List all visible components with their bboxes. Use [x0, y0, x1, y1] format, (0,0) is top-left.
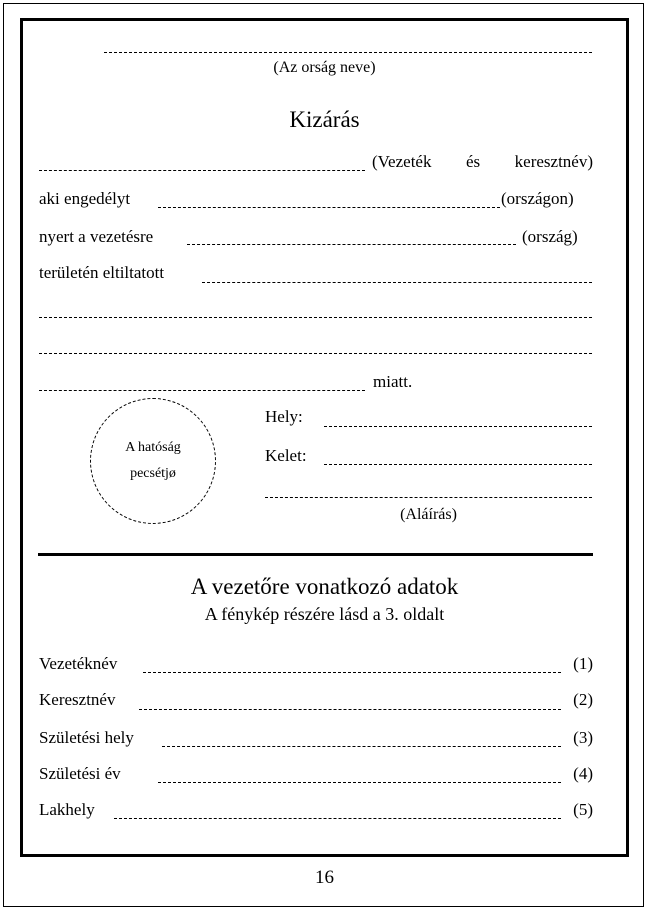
driving-suffix: (ország) — [522, 227, 578, 246]
field-number-2: (2) — [573, 690, 593, 709]
reason-line[interactable] — [39, 390, 365, 391]
place-line[interactable] — [324, 426, 592, 427]
driving-label: nyert a vezetésre — [39, 227, 154, 246]
ban-line-3[interactable] — [39, 353, 592, 354]
field-line-residence[interactable] — [114, 818, 561, 819]
name-caption: (Vezeték és keresztnév) — [372, 152, 593, 171]
stamp-line-2: pecsétjø — [130, 466, 176, 481]
field-line-birthplace[interactable] — [162, 746, 561, 747]
field-number-1: (1) — [573, 654, 593, 673]
field-line-firstname[interactable] — [139, 709, 561, 710]
driver-section-subtitle: A fénykép részére lásd a 3. oldalt — [204, 604, 445, 624]
date-line[interactable] — [324, 464, 592, 465]
field-number-5: (5) — [573, 800, 593, 819]
field-label-firstname: Keresztnév — [39, 690, 116, 709]
ban-label: területén eltiltatott — [39, 263, 165, 282]
page-number: 16 — [315, 867, 334, 888]
field-line-surname[interactable] — [143, 672, 561, 673]
field-label-birthyear: Születési év — [39, 764, 121, 783]
section-divider — [38, 553, 593, 556]
ban-line-2[interactable] — [39, 317, 592, 318]
stamp-line-1: A hatóság — [125, 440, 181, 455]
field-label-birthplace: Születési hely — [39, 728, 134, 747]
driving-country-line[interactable] — [187, 244, 516, 245]
signature-caption: (Aláírás) — [400, 506, 457, 523]
field-number-4: (4) — [573, 764, 593, 783]
page-title: Kizárás — [289, 107, 360, 132]
authority-stamp — [90, 398, 216, 524]
licence-country-line[interactable] — [158, 207, 500, 208]
field-label-residence: Lakhely — [39, 800, 95, 819]
licence-suffix: (országon) — [501, 189, 574, 208]
date-label: Kelet: — [265, 446, 307, 465]
country-name-caption: (Az orság neve) — [273, 59, 376, 76]
driver-section-title: A vezetőre vonatkozó adatok — [190, 574, 459, 599]
field-line-birthyear[interactable] — [158, 782, 561, 783]
name-line[interactable] — [39, 170, 365, 171]
field-label-surname: Vezetéknév — [39, 654, 118, 673]
field-number-3: (3) — [573, 728, 593, 747]
licence-label: aki engedélyt — [39, 189, 131, 208]
country-name-line[interactable] — [104, 52, 592, 53]
signature-line[interactable] — [265, 497, 592, 498]
ban-line-1[interactable] — [202, 282, 592, 283]
place-label: Hely: — [265, 407, 303, 426]
because-label: miatt. — [373, 372, 413, 391]
